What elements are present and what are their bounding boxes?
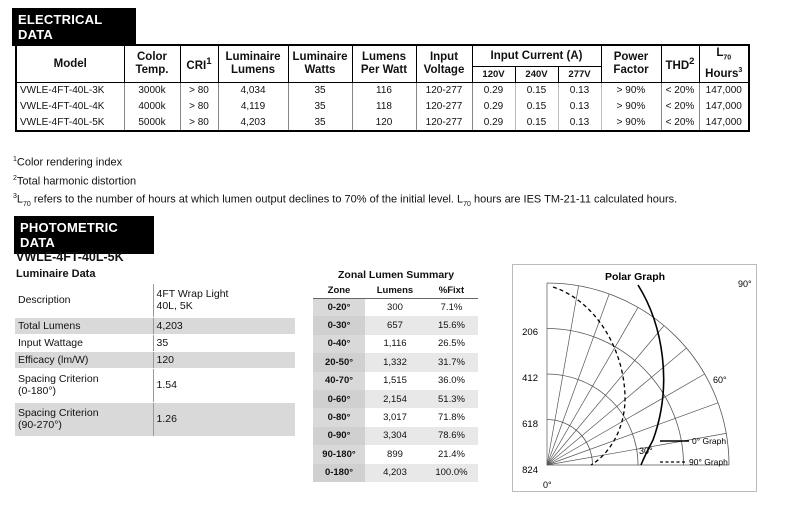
current-277-cell: 0.13 [558,83,601,99]
thd-cell: < 20% [661,83,699,99]
header-fixt: %Fixt [425,284,478,298]
luminaire-data-value: 1.26 [153,402,295,436]
zone-lumens-cell: 4,203 [365,464,425,482]
angle-label-90: 90° [738,279,752,289]
current-120-cell: 0.29 [472,99,515,115]
footnote-3: $^3L_{70}$ refers to the number of hours at which lumen output declines to 70% of the initial level. $L_{70}$ hours are IES TM-21-11 calculated hours. [13,193,678,209]
zone-lumens-cell: 899 [387,448,403,460]
polar-graph [513,265,758,493]
header-l70-hours: $L_{70}$ Hours$^3$ [699,45,749,83]
table-row [16,99,749,115]
zone-cell: 0-40° [313,335,365,353]
model-cell: VWLE-4FT-40L-5K [16,115,124,131]
polar-graph-panel [512,264,757,492]
zone-fixt-cell: 36.0% [438,375,465,387]
model-cell: VWLE-4FT-40L-4K [16,99,124,115]
voltage-cell: 120-277 [416,99,472,115]
zone-cell: 0-180° [313,464,365,482]
zero-degree-curve [638,285,664,465]
table-row [313,335,478,353]
electrical-data-heading: ELECTRICAL DATA [12,8,136,46]
luminaire-data-key: Spacing Criterion (0-180°) [15,368,153,402]
zone-cell: 0-20° [313,298,365,316]
zone-cell: 20-50° [313,353,365,371]
polar-legend [660,436,728,467]
current-240-cell: 0.15 [515,115,558,131]
legend-dashed-label: 90° Graph [689,457,728,467]
zonal-lumen-table [313,284,478,482]
zone-lumens-cell: 657 [365,316,425,334]
footnote-1: $^1$Color rendering index [13,156,123,169]
angle-label-30: 30° [639,446,653,456]
header-120v: 120V [472,67,515,83]
zone-cell: 0-90° [313,427,365,445]
table-row [313,316,478,334]
color-temp-cell: 5000k [124,115,180,131]
zone-lumens-cell: 1,116 [383,338,407,350]
watts-cell: 35 [288,99,352,115]
photometric-data-heading: PHOTOMETRIC DATA [14,216,154,254]
luminaire-data-key: Description [15,284,153,317]
luminaire-data-key: Total Lumens [15,317,153,334]
header-cri: CRI$^1$ [180,45,218,83]
voltage-cell: 120-277 [416,83,472,99]
header-luminaire-lumens: Luminaire Lumens [218,45,288,83]
header-lumens: Lumens [365,284,425,298]
table-row [313,353,478,371]
zone-cell: 90-180° [313,445,365,463]
zone-fixt-cell: 71.8% [438,412,465,424]
zone-fixt-cell: 15.6% [425,316,478,334]
table-row [15,317,295,334]
zone-fixt-cell: 26.5% [438,338,465,350]
table-row [313,390,478,408]
lumens-cell: 4,034 [218,83,288,99]
zone-lumens-cell: 1,515 [383,375,407,387]
zone-fixt-cell: 31.7% [425,353,478,371]
table-row [15,284,295,317]
zone-fixt-cell: 100.0% [425,464,478,482]
table-row [16,83,749,99]
color-temp-cell: 3000k [124,83,180,99]
luminaire-data-value: 4FT Wrap Light 40L, 5K [153,284,295,317]
header-power-factor: Power Factor [601,45,661,83]
thd-cell: < 20% [661,115,699,131]
luminaire-data-key: Spacing Criterion (90-270°) [15,402,153,436]
header-zone: Zone [313,284,365,298]
zone-lumens-cell: 3,017 [383,412,407,424]
legend-solid-label: 0° Graph [692,436,727,446]
table-row [15,351,295,368]
lpw-cell: 120 [352,115,416,131]
color-temp-cell: 4000k [124,99,180,115]
electrical-table [15,44,750,132]
zone-fixt-cell: 51.3% [425,390,478,408]
luminaire-data-value: 35 [153,334,295,351]
ring-label: 412 [522,373,538,384]
table-row [15,402,295,436]
luminaire-data-value: 4,203 [153,317,295,334]
ring-label: 206 [522,327,538,338]
power-factor-cell: > 90% [601,83,661,99]
cri-cell: > 80 [180,115,218,131]
zone-lumens-cell: 300 [387,301,403,313]
luminaire-data-value: 120 [153,351,295,368]
table-row [313,408,478,426]
luminaire-data-table [15,284,295,437]
table-row [15,368,295,402]
table-row [313,427,478,445]
polar-ring-labels [522,327,538,476]
cri-cell: > 80 [180,99,218,115]
current-277-cell: 0.13 [558,115,601,131]
cri-cell: > 80 [180,83,218,99]
header-lumens-per-watt: Lumens Per Watt [352,45,416,83]
zone-fixt-cell: 78.6% [425,427,478,445]
angle-label-60: 60° [713,375,727,385]
current-120-cell: 0.29 [472,115,515,131]
table-row [313,445,478,463]
l70-cell: 147,000 [699,115,749,131]
voltage-cell: 120-277 [416,115,472,131]
lpw-cell: 118 [352,99,416,115]
product-model-title: VWLE-4FT-40L-5K [16,250,124,264]
footnote-2: $^2$Total harmonic distortion [13,174,137,188]
zonal-lumen-title: Zonal Lumen Summary [338,269,455,281]
ninety-degree-curve [553,287,625,465]
angle-label-0: 0° [543,480,552,490]
table-row [16,115,749,131]
zone-fixt-cell: 21.4% [438,448,465,460]
footnotes [13,152,677,213]
header-color-temp: Color Temp. [124,45,180,83]
header-277v: 277V [558,67,601,83]
watts-cell: 35 [288,115,352,131]
zone-cell: 0-30° [313,316,365,334]
current-240-cell: 0.15 [515,83,558,99]
table-row [313,298,478,316]
ring-label: 618 [522,419,538,430]
power-factor-cell: > 90% [601,115,661,131]
luminaire-data-value: 1.54 [153,368,295,402]
header-input-current: Input Current (A) [472,45,601,67]
zone-lumens-cell: 2,154 [365,390,425,408]
header-model: Model [16,45,124,83]
luminaire-data-key: Efficacy (lm/W) [15,351,153,368]
table-row [313,464,478,482]
l70-cell: 147,000 [699,83,749,99]
zone-fixt-cell: 7.1% [440,301,463,313]
zone-lumens-cell: 3,304 [365,427,425,445]
lumens-cell: 4,119 [218,99,288,115]
ring-label: 824 [522,465,538,476]
current-240-cell: 0.15 [515,99,558,115]
current-120-cell: 0.29 [472,83,515,99]
power-factor-cell: > 90% [601,99,661,115]
header-240v: 240V [515,67,558,83]
model-cell: VWLE-4FT-40L-3K [16,83,124,99]
zone-cell: 40-70° [313,372,365,390]
lpw-cell: 116 [352,83,416,99]
header-thd: THD$^2$ [661,45,699,83]
lumens-cell: 4,203 [218,115,288,131]
zone-lumens-cell: 1,332 [365,353,425,371]
table-row [313,372,478,390]
header-input-voltage: Input Voltage [416,45,472,83]
table-row [15,334,295,351]
luminaire-data-key: Input Wattage [15,334,153,351]
zone-cell: 0-80° [313,408,365,426]
polar-graph-title: Polar Graph [604,271,666,283]
zone-cell: 0-60° [313,390,365,408]
header-luminaire-watts: Luminaire Watts [288,45,352,83]
thd-cell: < 20% [661,99,699,115]
watts-cell: 35 [288,83,352,99]
current-277-cell: 0.13 [558,99,601,115]
luminaire-data-title: Luminaire Data [16,268,96,280]
l70-cell: 147,000 [699,99,749,115]
